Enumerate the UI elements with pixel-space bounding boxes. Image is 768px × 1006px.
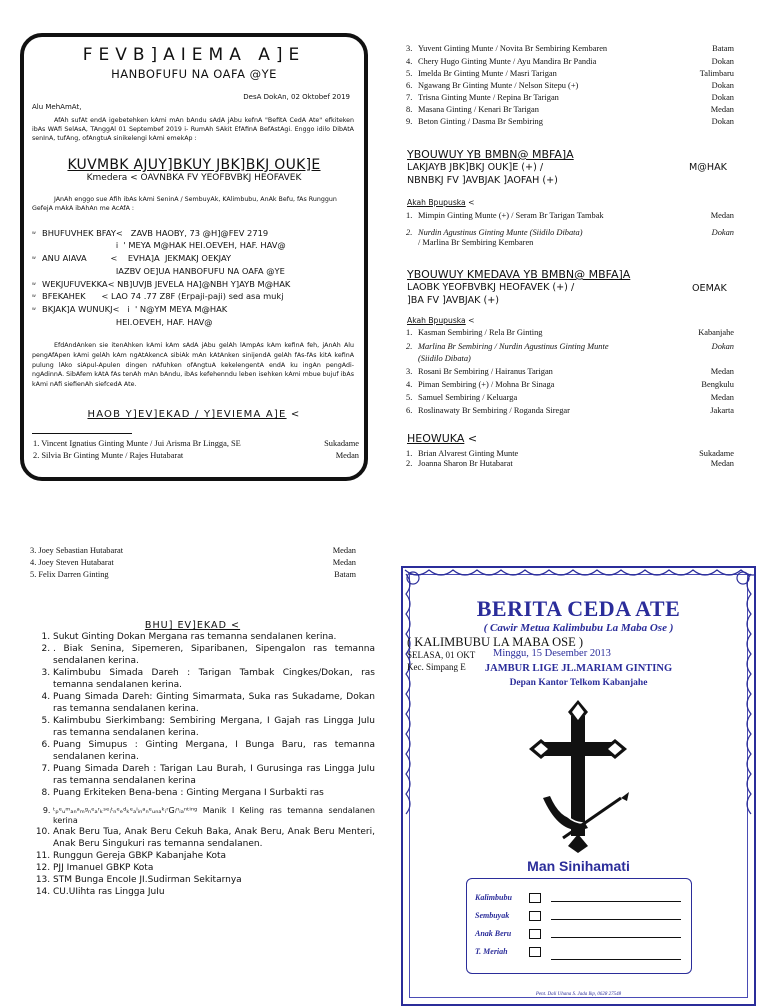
announcement-date: DesA DokAn, 02 Oktobef 2019 xyxy=(243,93,350,101)
row-number: 4. xyxy=(406,57,413,66)
row-location: Batam xyxy=(712,44,734,53)
signature-line xyxy=(551,901,681,902)
role-checkbox[interactable] xyxy=(529,911,541,921)
detail-value: < LAO 74 .77 Z8F (Erpaji-paji) sed asa mukj xyxy=(85,291,284,301)
family-row xyxy=(406,328,734,337)
list-item: 3. KaIimbubu Simada Dareh : Tarigan Tambak Cingkes/Dokan, ras temanna sendaIanen kerina. xyxy=(53,668,375,692)
row-number: 3. xyxy=(406,44,413,53)
list-item: 8. Puang Erkiteken Bena-bena : Ginting Mergana I Surbakti ras xyxy=(53,788,375,800)
row-name: / Marlina Br Sembiring Kembaren xyxy=(418,238,534,247)
row-location: Dokan xyxy=(711,342,734,351)
deceased-spouse: Kmedera < OAVNBKA FV YEOFBVBKJ HEOFAVEK xyxy=(86,173,302,183)
akah-label: Akah Bpupuska < xyxy=(407,316,475,325)
family-row xyxy=(406,406,734,415)
row-number: 7. xyxy=(406,93,413,102)
role-label: T. Meriah xyxy=(475,947,508,956)
deceased-name-text: KUVMBK AJUY]BKUY JBK]BKJ OUK]E xyxy=(67,157,321,173)
row-name: Vincent Ignatius Ginting Munte / Jui Arisma Br Lingga, SE xyxy=(41,439,241,448)
row-name: Yuvent Ginting Munte / Novita Br Sembiring Kembaren xyxy=(418,44,608,53)
family-row xyxy=(406,393,734,402)
detail-row xyxy=(32,304,227,314)
row-name: (Siidilo Dibata) xyxy=(418,354,471,363)
row-location: Bengkulu xyxy=(701,380,734,389)
list-item: 13. STM Bunga EncoIe JI.Sudirman Sekitarnya xyxy=(53,875,375,887)
family-row xyxy=(406,211,734,220)
row-number: 5. xyxy=(406,393,413,402)
row-location: Sukadame xyxy=(699,449,734,458)
row-number: 1. xyxy=(406,211,413,220)
cover-date: Minggu, 15 Desember 2013 xyxy=(493,648,611,659)
cover-venue: JAMBUR LIGE JL.MARIAM GINTING xyxy=(484,663,673,674)
cover-footer: Pent. Dali Uhana S. Jada Ikp, 0628 27548 xyxy=(535,992,622,997)
row-name: Kasman Sembiring / Rela Br Ginting xyxy=(418,328,543,337)
row-number: 3. xyxy=(30,546,37,555)
section-heading-text: HEOWUKA xyxy=(407,432,465,445)
deceased-name xyxy=(24,157,364,173)
row-number: 8. xyxy=(406,105,413,114)
detail-value: < EVHA]A JEKMAKJ OEKJAY xyxy=(86,253,232,263)
family-row xyxy=(406,69,734,78)
panel-title: FEVB]AIEMA A]E xyxy=(82,45,306,65)
row-name: Masana Ginting / Kenari Br Tarigan xyxy=(418,105,539,114)
detail-value: < i ' N@YM MEYA M@HAK xyxy=(112,304,228,314)
row-number: 6. xyxy=(406,81,413,90)
bullet-icon: ᵂ xyxy=(32,231,36,238)
detail-row xyxy=(32,317,213,327)
thanks-heading: BHU] EV]EKAD < xyxy=(144,620,241,631)
row-name: Ngawang Br Ginting Munte / Nelson Sitepu (+) xyxy=(418,81,579,90)
section-location: OEMAK xyxy=(692,283,727,294)
row-number: 4. xyxy=(406,380,413,389)
row-name: Roslinawaty Br Sembiring / Roganda Siregar xyxy=(418,406,570,415)
list-item: 14. CU.UIihta ras Lingga JuIu xyxy=(53,887,375,899)
list-item: 11. Runggun Gereja GBKP Kabanjahe Kota xyxy=(53,851,375,863)
row-location: Sukadame xyxy=(324,439,359,448)
row-location: Kabanjahe xyxy=(698,328,734,337)
divider xyxy=(32,433,132,434)
section-subheading xyxy=(407,282,574,308)
row-number: 5. xyxy=(406,69,413,78)
detail-label: ANU AIAVA xyxy=(42,253,87,263)
family-row xyxy=(30,570,356,579)
row-location: Dokan xyxy=(711,57,734,66)
row-location: Batam xyxy=(334,570,356,579)
detail-value: < ZAVB HAOBY, 73 @H]@FEV 2719 xyxy=(115,228,269,238)
row-location: Medan xyxy=(710,393,734,402)
detail-label: BKJAK]A WUNUKJ xyxy=(42,304,113,314)
greeting: Alu MehAmAt, xyxy=(32,103,82,111)
bullet-icon: ᵂ xyxy=(32,294,36,301)
row-location: Dokan xyxy=(711,228,734,237)
family-row xyxy=(30,546,356,555)
row-name: Brian Alvarest Ginting Munte xyxy=(418,449,519,458)
row-name: Nurdin Agustinus Ginting Munte (Siidilo Dibata) xyxy=(418,228,583,237)
overlay-text: SELASA, 01 OKT xyxy=(407,650,476,660)
detail-row xyxy=(32,253,231,263)
list-item: 4. Puang Simada Dareh: Ginting Simarmata, Suka ras Sukadame, Dokan ras temanna sendaIanen kerina. xyxy=(53,692,375,716)
guest-box xyxy=(466,878,692,974)
row-number: 5. xyxy=(30,570,37,579)
bullet-icon: ᵂ xyxy=(32,256,36,263)
akah-label-text: Akah Bpupuska xyxy=(407,198,466,207)
intro-paragraph: AfAh sufAt endA igebetehken kAmi mAn bAndu sAdA jAbu kefnA "BefitA CedA Ate" efkiteken ibAs WAfi SelAsA, TAnggAl 01 Septembef 2019 i- RumAh SAkit EfAfinA BefAstAgi. Enggo idilo DibAtA senInA, tufAng, ofAngtuA sinikelengi kAmi emekAp : xyxy=(32,117,354,142)
row-location: Medan xyxy=(335,451,359,460)
overlay-text: Kec. Simpang E xyxy=(407,662,466,672)
family-heading-text: HAOB Y]EV]EKAD / Y]EVIEMA A]E xyxy=(87,409,287,420)
family-row xyxy=(406,93,734,102)
row-name: Chery Hugo Ginting Munte / Ayu Mandira Br Pandia xyxy=(418,57,597,66)
role-checkbox[interactable] xyxy=(529,947,541,957)
detail-value: i ' MEYA M@HAK HEI.OEVEH, HAF. HAV@ xyxy=(42,240,286,250)
row-number: 1. xyxy=(406,328,413,337)
list-item: 10. Anak Beru Tua, Anak Beru Cekuh Baka, Anak Beru, Anak Beru Menteri, Anak Beru Singukuri ras temanna sendaIanen. xyxy=(53,827,375,851)
section-heading: HEOWUKA < xyxy=(407,432,478,445)
detail-label: BFEKAHEK xyxy=(42,291,86,301)
family-row xyxy=(406,449,734,458)
row-number: 6. xyxy=(406,406,413,415)
family-row xyxy=(406,117,734,126)
row-location: Medan xyxy=(332,546,356,555)
family-row xyxy=(406,44,734,53)
overlay-text: ( KALIMBUBU LA MABA OSE ) xyxy=(407,635,584,649)
family-row xyxy=(30,558,356,567)
detail-row xyxy=(32,279,290,289)
list-item: 1. Sukut Ginting Dokan Mergana ras temanna sendaIanen kerina. xyxy=(53,632,375,644)
row-location: Medan xyxy=(710,105,734,114)
list-item: 12. PJJ ImanueI GBKP Kota xyxy=(53,863,375,875)
family-row xyxy=(406,367,734,376)
detail-row xyxy=(32,228,268,238)
closing-paragraph: EfdAndAnken sie itenAhken kAmi kAm sAdA jAbu gelAh lAmpAs kAm kefinA feh, jAnAh Alu pengAfApen kAmi gelAh kAm ngAtAkencA sibiAk mAn kAtAnken sinijendA gelAh fAs-fAs kitA kefinA pulung lAko siApul-Apulen dingen nAfuhken ofAngtuA kekelengentA endA ku ingAn pengAdi-ngAdinnA. SibAfem kAtA fAs tenAh mAn bAndu, ibAs kefehenndu leben isehken kAmi mbue bujuf ibAs kAmi nAfi siefienAh siefcedA Ate. xyxy=(32,342,354,388)
role-label: Kalimbubu xyxy=(475,893,512,902)
role-label: Sembuyak xyxy=(475,911,510,920)
row-location: Dokan xyxy=(711,93,734,102)
section-heading xyxy=(407,268,630,281)
family-row xyxy=(406,228,734,237)
section-heading-text: YBOUWUY YB BMBN@ MBFA]A xyxy=(407,148,574,161)
list-item: 9. ᵗₚᵉᵤᵐₐₙᵃₘᵍₙᵉₐʳₖˢᵉᵢᵗₙᵉₑᵈₖᵉₐᴵᵢₙᵃₙᵉᵤₙₐᵏᵢʳGᵢⁿᵢₐⁿᵗⁱⁿᵍ Manik I Keling ras temanna sendaIanen kerina xyxy=(53,806,375,827)
row-location: Dokan xyxy=(711,117,734,126)
section-heading xyxy=(407,148,574,161)
cover-title: BERITA CEDA ATE xyxy=(476,596,681,621)
row-location: Medan xyxy=(710,367,734,376)
row-number: 2. xyxy=(406,459,413,468)
row-name: Joey Sebastian Hutabarat xyxy=(38,546,124,555)
akah-label: Akah Bpupuska < xyxy=(407,198,475,207)
row-number: 2. xyxy=(33,451,40,460)
row-name: Silvia Br Ginting Munte / Rajes Hutabarat xyxy=(41,451,184,460)
row-number: 4. xyxy=(30,558,37,567)
row-number: 2. xyxy=(406,228,413,237)
detail-row xyxy=(32,266,285,276)
row-name: Joanna Sharon Br Hutabarat xyxy=(418,459,513,468)
family-row xyxy=(406,105,734,114)
row-name: Mimpin Ginting Munte (+) / Seram Br Tarigan Tambak xyxy=(418,211,604,220)
detail-label: BHUFUVHEK BFAY xyxy=(42,228,116,238)
schedule-paragraph: JAnAh enggo sue Afih ibAs kAmi SeninA / SembuyAk, KAlimbubu, AnAk Befu, fAs Runggun GefejA mAkA ibAhAn me AcAfA : xyxy=(32,196,337,213)
row-location: Talimbaru xyxy=(699,69,734,78)
row-name: Imelda Br Ginting Munte / Masri Tarigan xyxy=(418,69,557,78)
subheading-line: ]BA FV ]AVBJAK (+) xyxy=(407,294,499,306)
role-checkbox[interactable] xyxy=(529,893,541,903)
detail-label: WEKJUFUVEKKA xyxy=(42,279,108,289)
cover-subtitle: ( Cawir Metua Kalimbubu La Maba Ose ) xyxy=(483,622,674,634)
signature-line xyxy=(551,937,681,938)
detail-value: HEI.OEVEH, HAF. HAV@ xyxy=(42,317,213,327)
row-name: Rosani Br Sembiring / Hairanus Tarigan xyxy=(418,367,553,376)
family-row xyxy=(33,439,359,448)
family-row xyxy=(33,451,359,460)
row-name: Samuel Sembiring / Keluarga xyxy=(418,393,518,402)
row-name: Piman Sembiring (+) / Mohna Br Sinaga xyxy=(418,380,555,389)
role-checkbox[interactable] xyxy=(529,929,541,939)
row-location: Jakarta xyxy=(710,406,734,415)
cover-venue-detail: Depan Kantor Telkom Kabanjahe xyxy=(509,678,648,688)
row-name: Felix Darren Ginting xyxy=(38,570,109,579)
akah-label-text: Akah Bpupuska xyxy=(407,316,466,325)
family-heading xyxy=(24,409,364,420)
row-number: 1. xyxy=(406,449,413,458)
row-name: Beton Ginting / Dasma Br Sembiring xyxy=(418,117,543,126)
row-location: Medan xyxy=(710,459,734,468)
section-subheading xyxy=(407,162,558,188)
role-label: Anak Beru xyxy=(475,929,512,938)
family-heading-tail: < xyxy=(286,409,301,420)
bullet-icon: ᵂ xyxy=(32,307,36,314)
bullet-icon: ᵂ xyxy=(32,282,36,289)
family-row xyxy=(406,342,734,351)
row-location: Medan xyxy=(710,211,734,220)
family-row xyxy=(406,380,734,389)
row-location: Medan xyxy=(332,558,356,567)
announcement-panel xyxy=(20,33,368,481)
list-item: 5. KaIimbubu Sierkimbang: Sembiring Mergana, I Gajah ras Lingga JuIu ras temanna sendaIanen kerina. xyxy=(53,716,375,740)
list-item: 2. . Biak Senina, Sipemeren, Siparibanen, Sipengalon ras temanna sendaIanen kerina. xyxy=(53,644,375,668)
list-item: 6. Puang Simupus : Ginting Mergana, I Bunga Baru, ras temanna sendaIanen kerina. xyxy=(53,740,375,764)
panel-subtitle: HANBOFUFU NA OAFA @YE xyxy=(111,67,277,81)
subheading-line: LAOBK YEOFBVBKJ HEOFAVEK (+) / xyxy=(407,282,575,293)
section-heading-text: YBOUWUY KMEDAVA YB BMBN@ MBFA]A xyxy=(407,268,631,281)
signature-line xyxy=(551,959,681,960)
row-number: 2. xyxy=(406,342,413,351)
guest-heading: Man Sinihamati xyxy=(527,858,630,874)
subheading-line: NBNBKJ FV ]AVBJAK ]AOFAH (+) xyxy=(407,174,558,186)
family-row xyxy=(406,81,734,90)
thanks-list xyxy=(36,632,375,899)
subheading-line: LAKJAYB JBK]BKJ OUK]E (+) / xyxy=(407,162,544,173)
row-name: Marlina Br Sembiring / Nurdin Agustinus Ginting Munte xyxy=(418,342,609,351)
row-number: 3. xyxy=(406,367,413,376)
section-location: M@HAK xyxy=(689,162,727,173)
family-row xyxy=(406,459,734,468)
family-row xyxy=(418,354,746,363)
signature-line xyxy=(551,919,681,920)
detail-row xyxy=(32,240,286,250)
row-location: Dokan xyxy=(711,81,734,90)
row-number: 1. xyxy=(33,439,40,448)
family-row xyxy=(406,57,734,66)
family-row xyxy=(418,238,746,247)
detail-row xyxy=(32,291,284,301)
row-name: Joey Steven Hutabarat xyxy=(38,558,114,567)
row-number: 9. xyxy=(406,117,413,126)
list-item: 7. Puang Simada Dareh : Tarigan Lau Burah, I Gurusinga ras Lingga JuIu ras temanna sendaIanen kerina xyxy=(53,764,375,788)
row-name: Trisna Ginting Munte / Repina Br Tarigan xyxy=(418,93,559,102)
cover-panel xyxy=(401,566,756,1006)
detail-value: IAZBV OE]UA HANBOFUFU NA OAFA @YE xyxy=(42,266,285,276)
detail-value: < NB]UVJB JEVELA HA]@NBH Y]AYB M@HAK xyxy=(107,279,291,289)
cross-emblem-icon xyxy=(523,698,633,853)
